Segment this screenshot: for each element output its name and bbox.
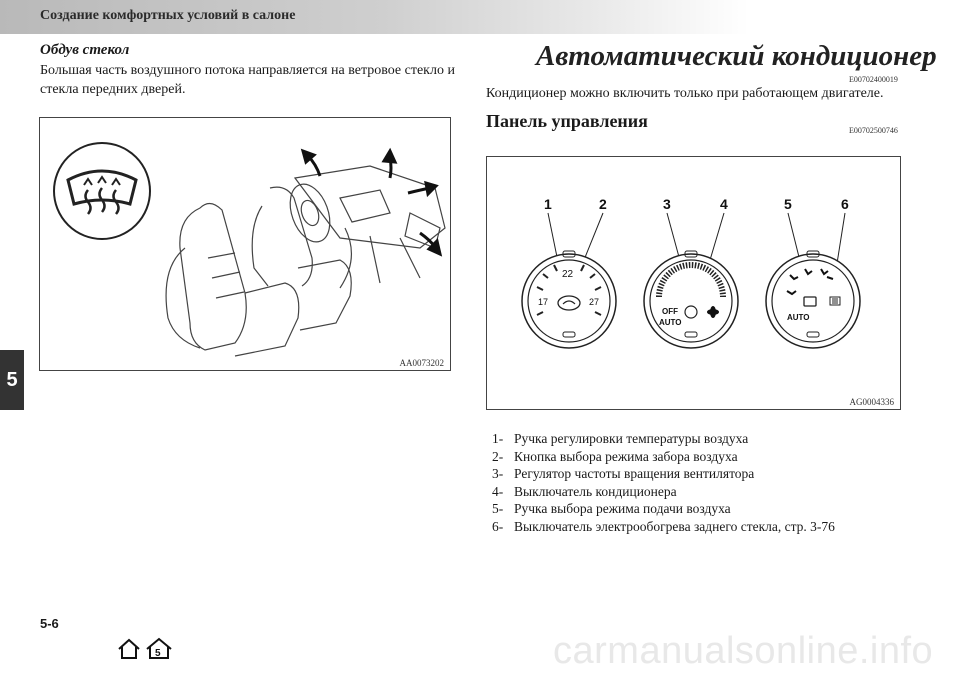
dashboard-drawing <box>283 166 445 288</box>
legend-item <box>492 448 912 466</box>
temperature-knob[interactable] <box>522 251 616 348</box>
temp-mark-22: 22 <box>562 269 574 280</box>
legend-text: Ручка выбора режима подачи воздуха <box>514 501 731 517</box>
ac-off-label: OFF <box>662 307 678 316</box>
chapter-tab <box>0 350 24 410</box>
control-panel-code: E00702500746 <box>849 126 898 135</box>
control-panel-illustration <box>487 157 900 409</box>
legend-num: 6- <box>492 518 504 534</box>
air-mode-knob[interactable] <box>766 251 860 348</box>
legend-text: Ручка регулировки температуры воздуха <box>514 431 749 446</box>
legend-num: 1- <box>492 431 504 446</box>
ac-intro-paragraph: Кондиционер можно включить только при работающем двигателе. <box>486 86 884 101</box>
ac-title-code: E00702400019 <box>849 75 898 84</box>
legend-num: 2- <box>492 448 504 464</box>
callout-2: 2 <box>599 196 607 212</box>
chapter-home-icon[interactable] <box>147 639 171 659</box>
air-mode-auto-label: AUTO <box>787 313 810 322</box>
defrost-figure <box>39 117 451 371</box>
callout-legend <box>492 430 912 536</box>
callout-1: 1 <box>544 196 552 212</box>
defrost-subtitle: Обдув стекол <box>40 42 130 58</box>
legend-text: Кнопка выбора режима забора воздуха <box>514 448 738 464</box>
chapter-home-number: 5 <box>155 648 161 659</box>
control-panel-figure <box>486 156 901 410</box>
temp-mark-17: 17 <box>538 297 549 307</box>
fan-speed-knob[interactable] <box>644 251 738 348</box>
callout-3: 3 <box>663 196 671 212</box>
defrost-figure-code: AA0073202 <box>399 358 444 368</box>
legend-text: Выключатель кондиционера <box>514 483 677 499</box>
callout-4: 4 <box>720 196 728 212</box>
control-panel-figure-code: AG0004336 <box>849 397 894 407</box>
legend-item <box>492 430 912 448</box>
home-icon[interactable] <box>119 640 139 658</box>
legend-item <box>492 465 912 483</box>
section-header-title: Создание комфортных условий в салоне <box>40 8 296 23</box>
legend-text: Выключатель электрообогрева заднего стекла, стр. 3-76 <box>514 518 835 534</box>
ac-section-title: Автоматический кондиционер <box>536 40 937 72</box>
seats-drawing <box>166 187 351 356</box>
page-number: 5-6 <box>40 616 59 631</box>
control-panel-title: Панель управления <box>486 111 648 131</box>
legend-item <box>492 483 912 501</box>
page-nav <box>116 637 176 661</box>
legend-num: 5- <box>492 501 504 517</box>
defrost-paragraph: Большая часть воздушного потока направляется на ветровое стекло и стекла передних дверей. <box>40 63 455 97</box>
legend-text: Регулятор частоты вращения вентилятора <box>514 466 755 482</box>
watermark: carmanualsonline.info <box>553 630 934 672</box>
legend-num: 3- <box>492 466 504 482</box>
legend-item <box>492 518 912 536</box>
temp-mark-27: 27 <box>589 297 600 307</box>
callout-5: 5 <box>784 196 792 212</box>
legend-num: 4- <box>492 483 504 499</box>
defrost-illustration <box>40 118 450 370</box>
windshield-defrost-icon <box>54 143 150 239</box>
legend-item <box>492 500 912 518</box>
chapter-number: 5 <box>6 368 18 391</box>
callout-6: 6 <box>841 196 849 212</box>
fan-auto-label: AUTO <box>659 318 682 327</box>
